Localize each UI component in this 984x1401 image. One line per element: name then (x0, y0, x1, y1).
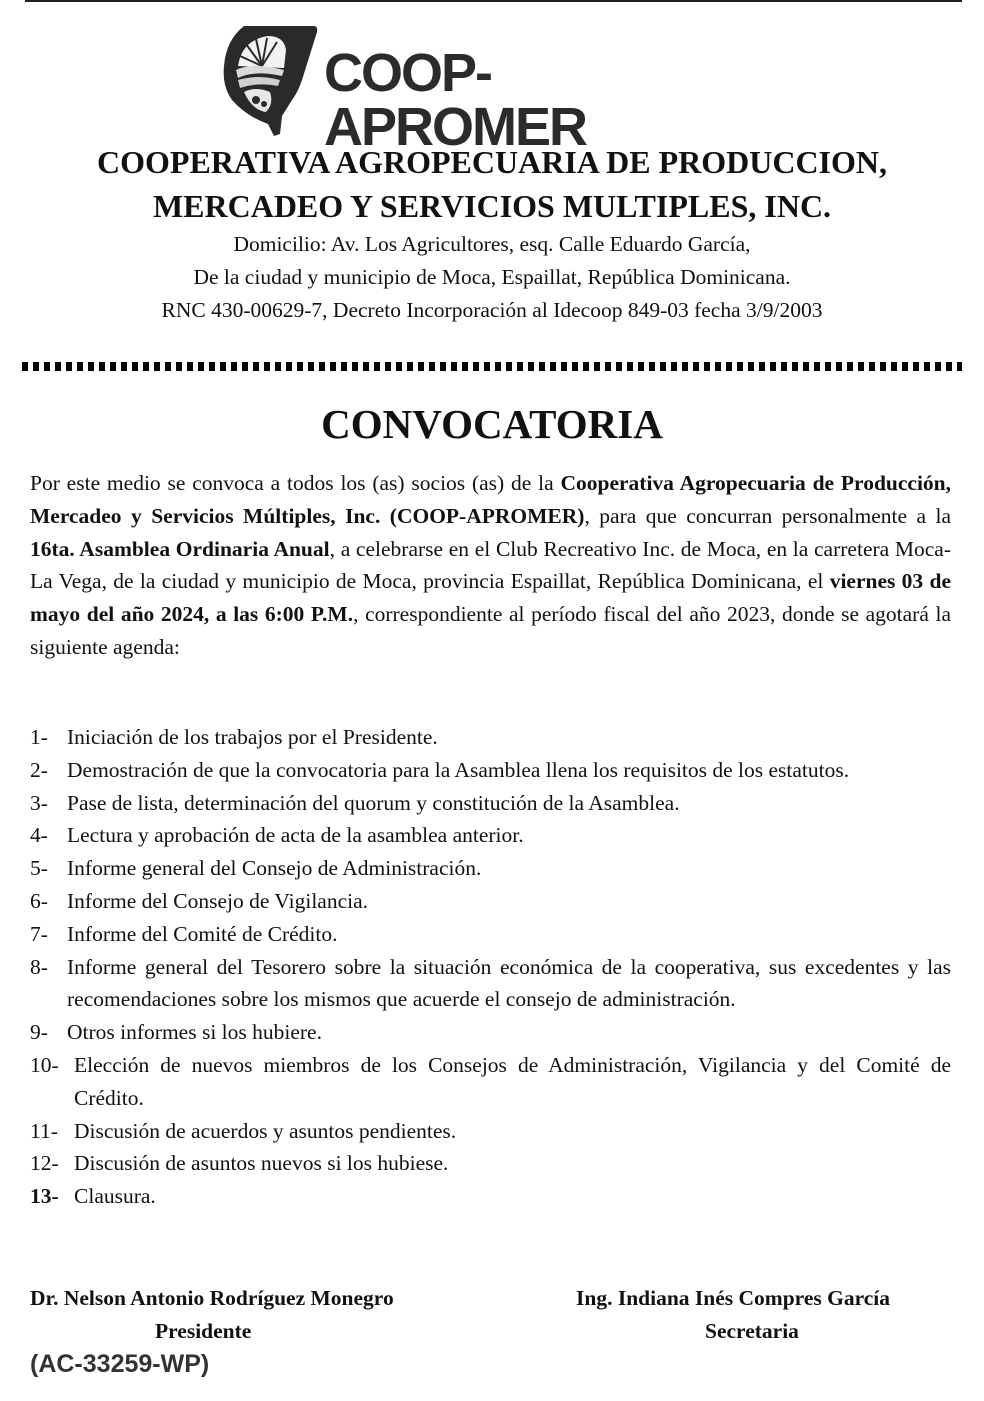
agenda-item-number: 6- (30, 888, 48, 913)
agenda-item (30, 852, 951, 885)
top-rule (25, 0, 962, 2)
secretary-role: Secretaria (705, 1319, 799, 1343)
agenda-item-text: Clausura. (74, 1184, 156, 1209)
agenda-item-text: Discusión de acuerdos y asuntos pendientes. (74, 1118, 457, 1143)
agenda-item-text: Pase de lista, determinación del quorum y constitución de la Asamblea. (67, 790, 680, 815)
agenda-item-text: Informe del Consejo de Vigilancia. (67, 888, 369, 913)
organization-name-line-2: MERCADEO Y SERVICIOS MULTIPLES, INC. (152, 188, 832, 224)
agenda-item-number: 4- (30, 823, 48, 848)
address-line-1: Domicilio: Av. Los Agricultores, esq. Calle Eduardo García, (233, 232, 751, 256)
agenda-item (30, 787, 951, 820)
agenda-item-text: Iniciación de los trabajos por el Presidente. (67, 725, 438, 749)
agenda-item-number: 11- (30, 1118, 58, 1143)
address-line-2: De la ciudad y municipio de Moca, Espaillat, República Dominicana. (193, 265, 791, 289)
agenda-item-number: 3- (30, 790, 48, 815)
intro-text-2: , para que concurran personalmente a la (584, 503, 951, 528)
agenda-item-number: 8- (30, 954, 48, 979)
agenda-item-text: Lectura y aprobación de acta de la asamblea anterior. (67, 823, 524, 848)
agenda-item (30, 819, 951, 852)
agenda-item-number: 7- (30, 921, 48, 946)
agenda-item-number: 13- (30, 1184, 59, 1209)
president-name: Dr. Nelson Antonio Rodríguez Monegro (30, 1286, 394, 1310)
dotted-divider (22, 362, 962, 371)
agenda-item-text: Otros informes si los hubiere. (67, 1020, 322, 1045)
agenda-item-text: Informe del Comité de Crédito. (67, 921, 338, 946)
agenda-item (30, 918, 951, 951)
agenda-list (30, 721, 951, 1213)
organization-name-line-1: COOPERATIVA AGROPECUARIA DE PRODUCCION, (97, 144, 887, 180)
president-role: Presidente (155, 1319, 252, 1343)
agenda-item (30, 1115, 951, 1148)
logo (222, 20, 752, 157)
intro-text-3: , a celebrarse en el Club Recreativo Inc. de Moca, en la carretera Moca- La Vega, de la ciudad y municipio de Moca, provincia Espaillat, República Dominicana, el (30, 536, 951, 594)
agenda-item (30, 1049, 951, 1115)
agenda-item-text: Discusión de asuntos nuevos si los hubiese. (74, 1151, 449, 1176)
intro-text-1: Por este medio se convoca a todos los (as) socios (as) de la (30, 471, 561, 495)
logo-text: COOP-APROMER (324, 43, 587, 157)
agenda-item-number: 1- (30, 725, 48, 749)
coop-apromer-emblem-icon (222, 20, 322, 138)
agenda-item-number: 5- (30, 856, 48, 881)
agenda-item (30, 1147, 951, 1180)
intro-bold-assembly: 16ta. Asamblea Ordinaria Anual (30, 536, 330, 561)
agenda-item (30, 754, 951, 787)
intro-bold-date-time: viernes 03 de mayo del año 2024, a las 6:00 P.M. (30, 569, 951, 627)
page-title: CONVOCATORIA (321, 401, 663, 447)
agenda-item-number: 2- (30, 757, 48, 782)
agenda-item (30, 721, 951, 754)
agenda-item-number: 9- (30, 1020, 48, 1045)
agenda-item-number: 10- (30, 1052, 59, 1077)
intro-bold-cooperative-name: Cooperativa Agropecuaria de Producción, Mercadeo y Servicios Múltiples, Inc. (COOP-APROMER) (30, 471, 952, 528)
intro-paragraph (30, 467, 951, 664)
agenda-item-text: Demostración de que la convocatoria para la Asamblea llena los requisitos de los estatutos. (67, 757, 850, 782)
agenda-item (30, 1180, 951, 1213)
agenda-item (30, 951, 951, 1017)
secretary-name: Ing. Indiana Inés Compres García (576, 1286, 890, 1310)
agenda-item (30, 885, 951, 918)
agenda-item-text: Elección de nuevos miembros de los Consejos de Administración, Vigilancia y del Comité de Crédito. (74, 1052, 951, 1110)
intro-text-4: , correspondiente al período fiscal del año 2023, donde se agotará la siguiente agenda: (30, 602, 951, 659)
agenda-item-number: 12- (30, 1151, 59, 1176)
address-line-3: RNC 430-00629-7, Decreto Incorporación al Idecoop 849-03 fecha 3/9/2003 (161, 298, 823, 322)
agenda-item-text: Informe general del Tesorero sobre la situación económica de la cooperativa, sus excedentes y las recomendaciones sobre los mismos que acuerde el consejo de administración. (67, 954, 951, 1012)
reference-code: (AC-33259-WP) (30, 1350, 210, 1378)
agenda-item-text: Informe general del Consejo de Administración. (67, 856, 482, 881)
agenda-item (30, 1016, 951, 1049)
